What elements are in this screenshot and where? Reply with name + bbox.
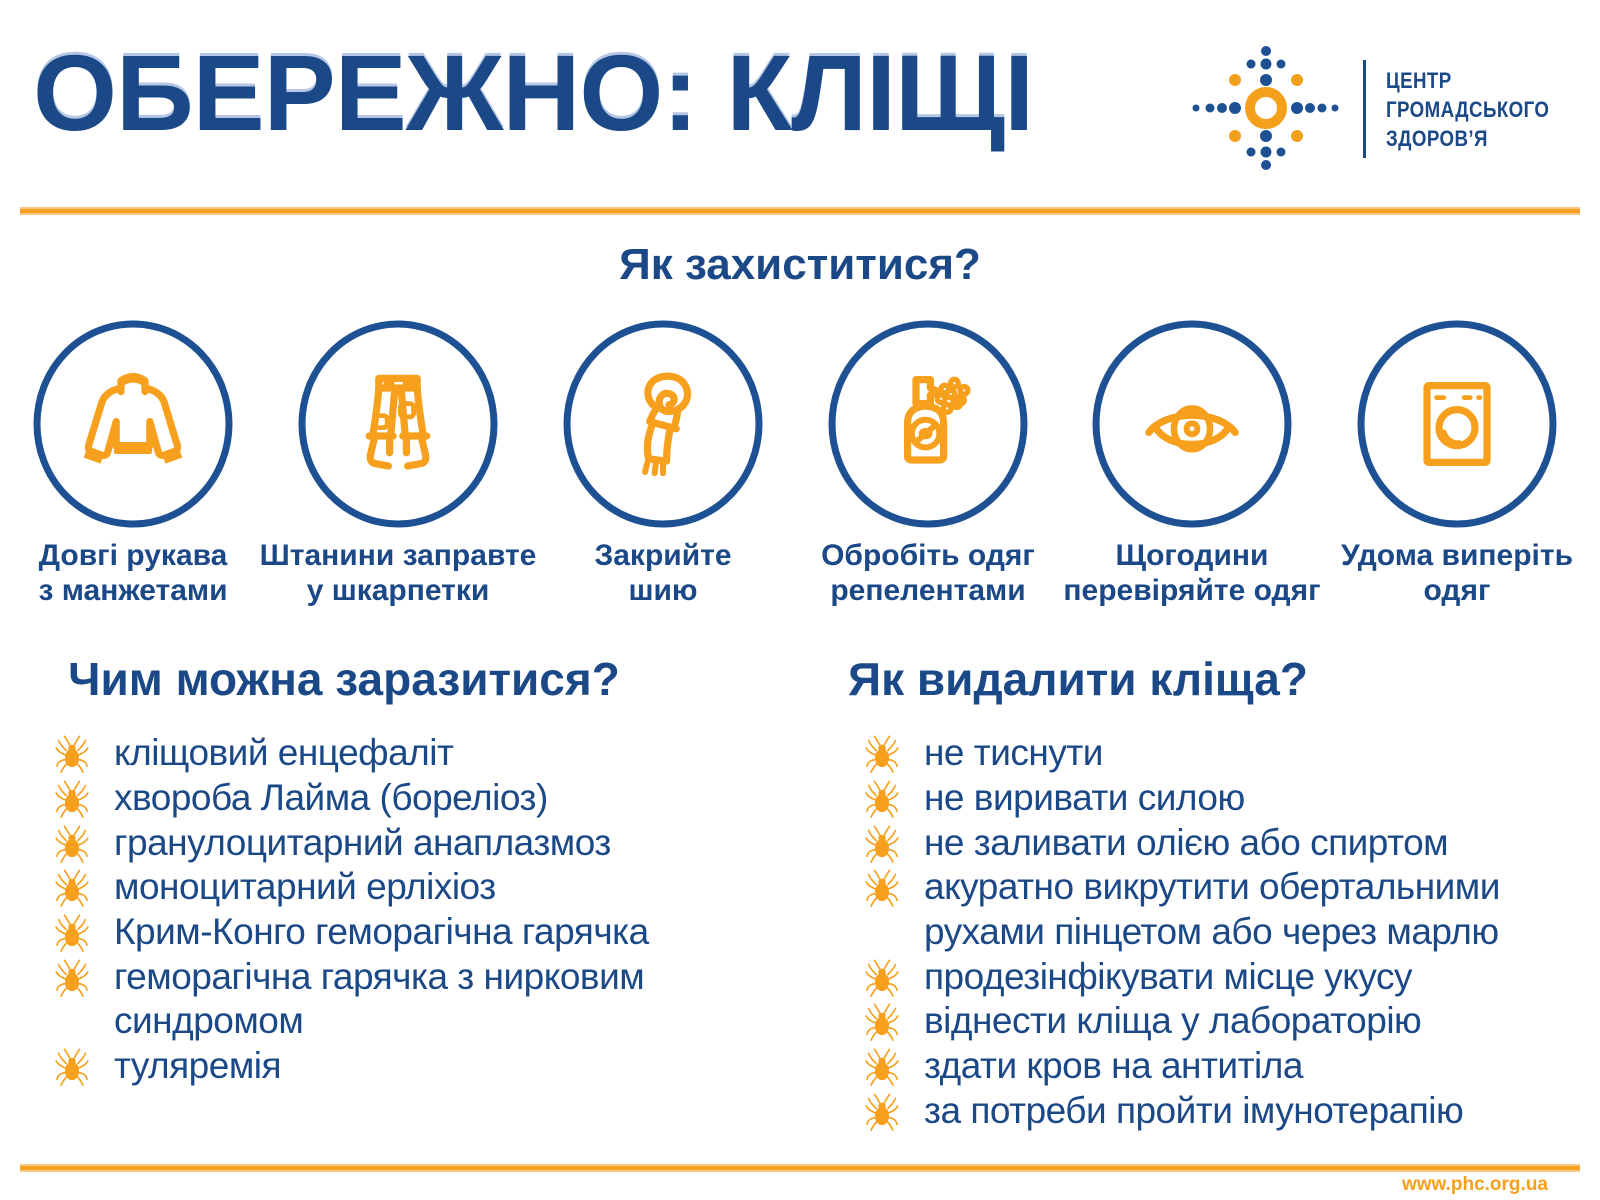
- tick-icon: [52, 823, 92, 863]
- protect-label-wash: [1307, 538, 1600, 608]
- label-line: репелентами: [830, 574, 1026, 607]
- protect-item-sweater: [33, 320, 233, 528]
- org-name: [1386, 66, 1549, 153]
- list-item-text: акуратно викрутити обертальними: [924, 866, 1500, 908]
- tick-icon: [52, 778, 92, 818]
- tick-icon: [862, 733, 902, 773]
- list-item-text: віднести кліща у лабораторію: [924, 1000, 1422, 1042]
- tick-icon: [52, 1046, 92, 1086]
- list-item: [52, 999, 649, 1044]
- list-item: [862, 1044, 1500, 1089]
- org-name-line2: ГРОМАДСЬКОГО: [1386, 97, 1550, 122]
- tick-icon: [52, 867, 92, 907]
- list-item: [52, 954, 649, 999]
- tick-icon: [52, 912, 92, 952]
- remove-list: [862, 731, 1500, 1133]
- label-line: Довгі рукава: [38, 539, 228, 572]
- protect-label-repellent: [778, 538, 1078, 608]
- logo-divider: [1363, 60, 1366, 158]
- label-line: Щогодини: [1115, 539, 1269, 572]
- protect-label-check: [1042, 538, 1342, 608]
- pants-socks-icon: [338, 364, 458, 484]
- list-item: [862, 910, 1500, 955]
- tick-icon: [862, 1046, 902, 1086]
- list-item: [52, 820, 649, 865]
- list-item-text: не виривати силою: [924, 777, 1245, 819]
- protect-item-repellent: [828, 320, 1028, 528]
- list-item-text: синдромом: [114, 1000, 304, 1042]
- list-item-text: геморагічна гарячка з нирковим: [114, 955, 645, 997]
- label-line: Закрийте: [594, 539, 732, 572]
- section-title-protect: Як захиститися?: [619, 240, 981, 289]
- protect-item-wash: [1357, 320, 1557, 528]
- repellent-spray-icon: [868, 364, 988, 484]
- list-item: [862, 999, 1500, 1044]
- label-line: шию: [628, 574, 698, 607]
- list-item-text: не заливати олією або спиртом: [924, 821, 1449, 863]
- protect-label-scarf: [513, 538, 813, 608]
- tick-icon: [862, 1091, 902, 1131]
- list-item-text: здати кров на антитіла: [924, 1045, 1303, 1087]
- list-item: [862, 731, 1500, 776]
- list-item: [52, 776, 649, 821]
- list-item-text: кліщовий енцефаліт: [114, 732, 454, 774]
- tick-icon: [862, 1001, 902, 1041]
- protect-label-pants: [248, 538, 548, 608]
- list-item-text: гранулоцитарний анаплазмоз: [114, 821, 611, 863]
- label-line: з манжетами: [38, 574, 228, 607]
- list-item: [862, 820, 1500, 865]
- tick-icon: [52, 957, 92, 997]
- website-link[interactable]: www.phc.org.ua: [1401, 1174, 1548, 1195]
- eye-icon: [1132, 364, 1252, 484]
- list-item: [52, 865, 649, 910]
- list-item-text: хвороба Лайма (бореліоз): [114, 777, 548, 819]
- list-item-text: туляремія: [114, 1045, 282, 1087]
- section-title-infect: Чим можна заразитися?: [68, 653, 620, 705]
- tick-icon: [862, 778, 902, 818]
- scarf-icon: [603, 364, 723, 484]
- tick-icon: [862, 957, 902, 997]
- list-item-text: Крим-Конго геморагічна гарячка: [114, 911, 649, 953]
- list-item: [862, 776, 1500, 821]
- sweater-icon: [73, 364, 193, 484]
- label-line: одяг: [1423, 574, 1491, 607]
- tick-icon: [862, 823, 902, 863]
- phc-dots-logo-icon: [1178, 36, 1348, 181]
- top-divider-line: [20, 209, 1580, 213]
- list-item: [862, 865, 1500, 910]
- label-line: Штанини заправте: [259, 539, 537, 572]
- bottom-divider-line: [20, 1166, 1580, 1170]
- list-item-text: не тиснути: [924, 732, 1103, 774]
- list-item-text: продезінфікувати місце укусу: [924, 955, 1412, 997]
- protect-item-pants: [298, 320, 498, 528]
- list-item-text: рухами пінцетом або через марлю: [924, 911, 1499, 953]
- list-item: [52, 910, 649, 955]
- list-item: [52, 1044, 649, 1089]
- org-name-line1: ЦЕНТР: [1386, 68, 1452, 93]
- list-item: [862, 1089, 1500, 1134]
- list-item-text: за потреби пройти імунотерапію: [924, 1089, 1464, 1131]
- label-line: у шкарпетки: [306, 574, 490, 607]
- label-line: Удома виперіть: [1340, 539, 1574, 572]
- washing-machine-icon: [1397, 364, 1517, 484]
- section-title-remove: Як видалити кліща?: [848, 653, 1308, 705]
- protect-item-check: [1092, 320, 1292, 528]
- label-line: перевіряйте одяг: [1063, 574, 1321, 607]
- protect-label-sweater: [0, 538, 283, 608]
- tick-icon: [52, 733, 92, 773]
- list-item-text: моноцитарний ерліхіоз: [114, 866, 496, 908]
- page-title: ОБЕРЕЖНО: КЛІЩІ: [33, 32, 1034, 153]
- tick-icon: [862, 867, 902, 907]
- list-item: [862, 954, 1500, 999]
- infect-list: [52, 731, 649, 1089]
- label-line: Обробіть одяг: [821, 539, 1035, 572]
- org-name-line3: ЗДОРОВ’Я: [1386, 126, 1488, 151]
- list-item: [52, 731, 649, 776]
- protect-item-scarf: [563, 320, 763, 528]
